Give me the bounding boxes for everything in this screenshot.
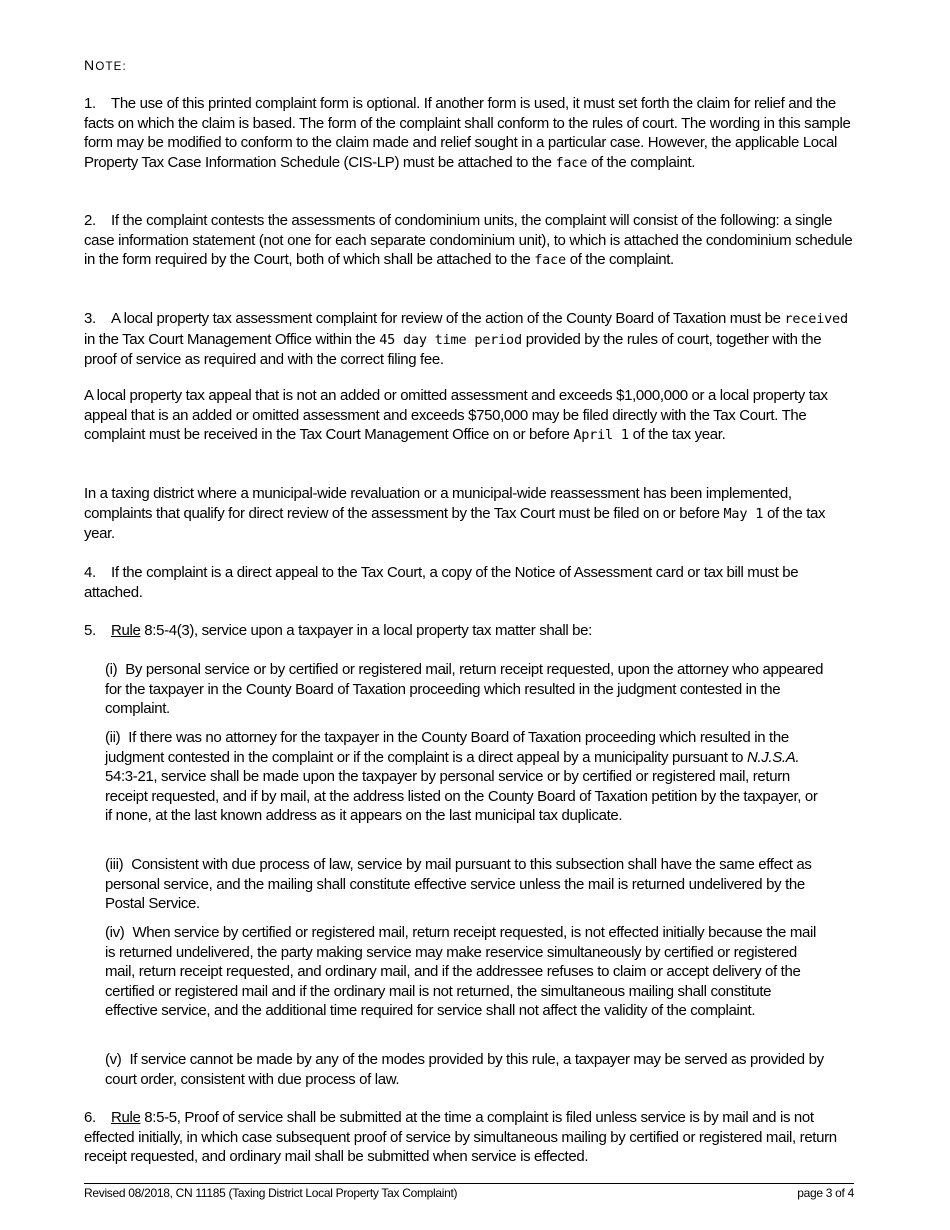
emphasis-text: 45 day time period (379, 331, 522, 348)
note-item-3 (84, 309, 854, 370)
footer-revision: Revised 08/2018, CN 11185 (Taxing District Local Property Tax Complaint) (84, 1186, 458, 1200)
sub-item-number: (iv) (105, 924, 125, 941)
sub-item-text: By personal service or by certified or registered mail, return receipt requested, upon the attorney who appeared for the taxpayer in the County Board of Taxation proceeding which resulted in the judgment contested in the complaint. (105, 661, 824, 718)
note-item-2 (84, 211, 854, 271)
statute-citation: N.J.S.A. (746, 748, 800, 766)
emphasis-text: face (555, 154, 588, 171)
item-number: 6. (84, 1109, 96, 1126)
note-heading-initial: N (84, 57, 96, 73)
item-number: 2. (84, 212, 96, 229)
item-text: If the complaint is a direct appeal to the Tax Court, a copy of the Notice of Assessment card or tax bill must be attached. (84, 564, 799, 601)
sub-item-text: If service cannot be made by any of the modes provided by this rule, a taxpayer may be served as provided by court order, consistent with due process of law. (105, 1051, 824, 1088)
sub-item-i (105, 660, 825, 719)
item-text-mid: in the Tax Court Management Office within the (84, 330, 380, 348)
emphasis-date: April 1 (573, 427, 629, 444)
sub-item-number: (iii) (105, 856, 124, 873)
item-number: 1. (84, 95, 96, 112)
paragraph-text: In a taxing district where a municipal-wide revaluation or a municipal-wide reassessment has been implemented, complaints that qualify for direct review of the assessment by the Tax Court must be filed on or before (84, 485, 792, 522)
paragraph-text: A local property tax appeal that is not an added or omitted assessment and exceeds $1,000,000 or a local property tax appeal that is an added or omitted assessment and exceeds $750,000 may be filed directly with the Tax Court. The complaint must be received in the Tax Court Management Office on or before (84, 387, 828, 444)
item-text: The use of this printed complaint form is optional. If another form is used, it must set forth the claim for relief and the facts on which the claim is based. The form of the complaint shall conform to the rules of court. The wording in this sample form may be modified to conform to the claim made and relief sought in a particular case. However, the applicable Local Property Tax Case Information Schedule (CIS-LP) must be attached to the (84, 95, 851, 171)
item-number: 3. (84, 310, 96, 327)
sub-item-iii (105, 855, 825, 914)
item-text-end: of the complaint. (565, 251, 674, 269)
sub-item-number: (v) (105, 1051, 122, 1068)
sub-item-text: When service by certified or registered mail, return receipt requested, is not effected initially because the mail is returned undelivered, the party making service may make reservice simultaneously by certified or registered mail, return receipt requested, and ordinary mail, and if the addressee refuses to claim or accept delivery of the certified or registered mail and if the ordinary mail is not returned, the simultaneous mailing shall constitute effective service, and the additional time required for service shall not affect the validity of the complaint. (105, 924, 816, 1020)
item-text: 8:5-4(3), service upon a taxpayer in a local property tax matter shall be: (140, 622, 592, 639)
note-item-6 (84, 1108, 854, 1167)
sub-item-number: (ii) (105, 729, 121, 746)
paragraph-revaluation (84, 484, 854, 544)
footer-page-number: page 3 of 4 (797, 1186, 854, 1200)
note-item-4 (84, 563, 854, 602)
rule-reference: Rule (111, 622, 141, 639)
sub-item-v (105, 1050, 825, 1089)
sub-item-text: Consistent with due process of law, service by mail pursuant to this subsection shall have the same effect as personal service, and the mailing shall constitute effective service unless the mail is returned undelivered by the Postal Service. (105, 856, 812, 913)
paragraph-text-end: of the tax year. (628, 426, 726, 444)
sub-item-text: If there was no attorney for the taxpayer in the County Board of Taxation proceeding which resulted in the judgment contested in the complaint or if the complaint is a direct appeal by a municipality pursuant to (105, 729, 789, 766)
emphasis-text: received (784, 311, 848, 327)
sub-item-ii (105, 728, 825, 826)
footer-divider (84, 1183, 854, 1184)
item-text-end: of the complaint. (587, 153, 696, 171)
item-text: If the complaint contests the assessments of condominium units, the complaint will consist of the following: a single case information statement (not one for each separate condominium unit), to which is attached the condominium schedule in the form required by the Court, both of which shall be attached to the (84, 212, 853, 269)
note-item-1 (84, 94, 854, 173)
paragraph-direct-appeal (84, 386, 854, 446)
sub-item-number: (i) (105, 661, 118, 678)
emphasis-text: face (534, 252, 566, 269)
emphasis-date: May 1 (723, 505, 764, 522)
item-number: 4. (84, 564, 96, 581)
item-number: 5. (84, 622, 96, 639)
item-text: A local property tax assessment complaint for review of the action of the County Board of Taxation must be (111, 310, 785, 327)
note-heading-rest: OTE: (95, 61, 127, 73)
item-text-end: provided by the rules of court, together with the proof of service as required and with the correct filing fee. (84, 330, 822, 369)
sub-item-text-end: 54:3-21, service shall be made upon the taxpayer by personal service or by certified or registered mail, return receipt requested, and if by mail, at the address listed on the County Board of Taxation petition by the taxpayer, or if none, at the last known address as it appears on the last municipal tax duplicate. (105, 768, 818, 825)
paragraph-text-end: of the tax year. (84, 504, 826, 543)
rule-reference: Rule (111, 1109, 141, 1126)
sub-item-iv (105, 923, 825, 1021)
note-heading (84, 56, 127, 78)
note-item-5 (84, 621, 854, 641)
item-text: 8:5-5, Proof of service shall be submitted at the time a complaint is filed unless service is by mail and is not effected initially, in which case subsequent proof of service by simultaneous mailing by certified or registered mail, return receipt requested, and ordinary mail shall be submitted when service is effected. (84, 1109, 837, 1166)
